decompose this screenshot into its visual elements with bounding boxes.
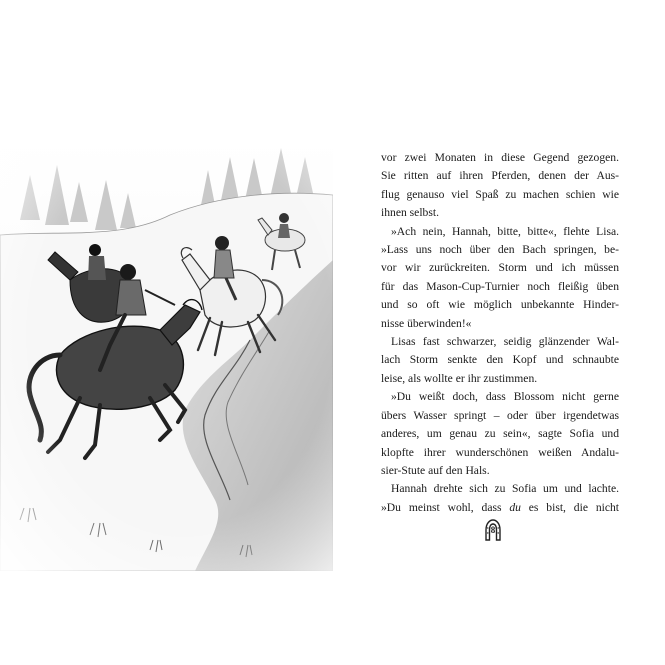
paragraph-6 xyxy=(381,388,619,406)
text-line: sier-Stute auf den Hals. xyxy=(381,463,490,477)
text-line xyxy=(381,499,619,517)
text-line: Sie ritten auf ihren Pferden, denen der Aus- xyxy=(381,169,619,183)
text-line: übers Wasser springt – oder über irgendetwas xyxy=(381,408,619,422)
text-line: für das Mason-Cup-Turnier noch fleißig üben xyxy=(381,279,619,293)
text-line: anderes, um genau zu sein«, sagte Sofia und xyxy=(381,427,619,441)
text-line: »Ach nein, Hannah, bitte, bitte«, flehte Lisa. xyxy=(391,224,619,238)
paragraph-4 xyxy=(381,333,619,351)
page-number-badge xyxy=(482,518,504,544)
text-segment: es bist, die nicht xyxy=(520,500,619,514)
text-line: Lisas fast schwarzer, seidig glänzender Wal- xyxy=(391,335,619,349)
text-line: flug genauso viel Spaß zu machen schien wie xyxy=(381,187,619,201)
text-line: ihnen selbst. xyxy=(381,206,439,220)
text-line: »Lass uns noch über den Bach springen, be- xyxy=(381,243,619,257)
text-line: vor wir zurückreiten. Storm und ich müssen xyxy=(381,261,619,275)
paragraph-1 xyxy=(381,149,619,223)
paragraph-7 xyxy=(381,407,619,481)
body-text xyxy=(381,149,619,517)
text-line: klopfte ihrer wunderschönen weißen Andalu- xyxy=(381,445,619,459)
text-line: leise, als wollte er ihr zustimmen. xyxy=(381,371,538,385)
text-line: vor zwei Monaten in diese Gegend gezogen. xyxy=(381,151,619,164)
illustration-drawing xyxy=(0,140,333,571)
paragraph-9 xyxy=(381,499,619,517)
text-line: nisse überwinden!« xyxy=(381,316,472,330)
text-line: »Du weißt doch, dass Blossom nicht gerne xyxy=(391,390,619,404)
paragraph-3 xyxy=(381,241,619,333)
paragraph-8 xyxy=(381,480,619,498)
text-segment: »Du meinst wohl, dass xyxy=(381,500,510,514)
text-line: und so oft wie möglich unbekannte Hinder- xyxy=(381,298,619,312)
page-number: 8 xyxy=(490,525,496,535)
horse-riders-illustration xyxy=(0,140,333,571)
text-line: Hannah drehte sich zu Sofia um und lachte. xyxy=(391,482,619,496)
paragraph-2 xyxy=(381,223,619,241)
text-line: lach Storm senkte den Kopf und schnaubte xyxy=(381,353,619,367)
paragraph-5 xyxy=(381,351,619,388)
emphasis-text: du xyxy=(509,500,521,514)
